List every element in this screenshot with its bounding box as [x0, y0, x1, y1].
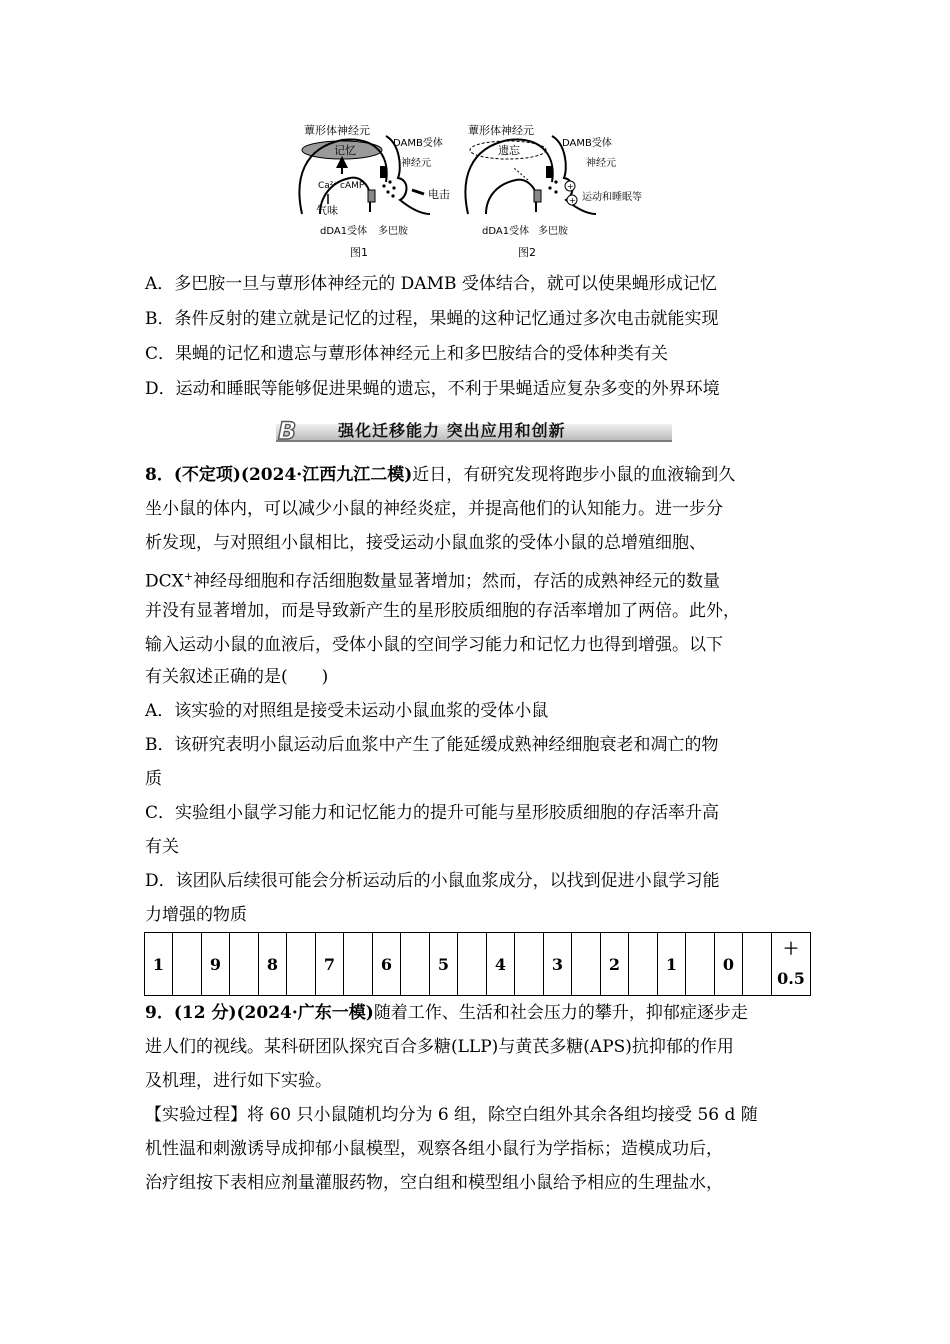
fig1-dda1-label: dDA1受体 — [320, 226, 368, 237]
q8-line-2: 坐小鼠的体内，可以减少小鼠的神经炎症，并提高他们的认知能力。进一步分 — [145, 499, 723, 519]
q8-line1-text: 近日，有研究发现将跑步小鼠的血液输到久 — [412, 465, 736, 485]
score-blank — [344, 933, 373, 996]
q8-option-d-line1: D．该团队后续很可能会分析运动后的小鼠血浆成分，以找到促进小鼠学习能 — [145, 871, 720, 891]
fig1-dopamine-dot — [382, 184, 385, 187]
fig2-plus-glyph: + — [569, 196, 576, 205]
fig1-dopamine-dot — [391, 194, 394, 197]
score-plus: ＋ — [782, 939, 799, 958]
score-blank — [515, 933, 544, 996]
score-row — [145, 933, 811, 996]
q7-option-d: D．运动和睡眠等能够促进果蝇的遗忘，不利于果蝇适应复杂多变的外界环境 — [145, 379, 720, 399]
figure-2 — [465, 123, 642, 259]
fig2-dda1-label: dDA1受体 — [482, 226, 530, 237]
score-cell-plus-half — [772, 933, 811, 996]
score-table — [144, 932, 811, 996]
banner-logo: B — [278, 417, 297, 445]
q7-option-b: B．条件反射的建立就是记忆的过程，果蝇的这种记忆通过多次电击就能实现 — [145, 309, 719, 329]
fig1-dopamine-dot — [386, 190, 389, 193]
q8-option-c-line2: 有关 — [145, 837, 179, 857]
fig2-caption: 图2 — [518, 246, 536, 259]
q8-line-3: 析发现，与对照组小鼠相比，接受运动小鼠血浆的受体小鼠的总增殖细胞、 — [145, 533, 706, 553]
score-cell: 8 — [259, 933, 287, 996]
fig1-damb-receptor — [380, 166, 387, 178]
q9-line-5: 机性温和刺激诱导成抑郁小鼠模型，观察各组小鼠行为学指标；造模成功后， — [145, 1139, 723, 1159]
score-cell: 4 — [487, 933, 515, 996]
fig2-dashed-arrow — [514, 168, 528, 180]
q8-option-a: A．该实验的对照组是接受未运动小鼠血浆的受体小鼠 — [145, 701, 549, 721]
fig1-ca-label: Ca²⁺ — [318, 181, 339, 191]
q9-line-3: 及机理，进行如下实验。 — [145, 1071, 332, 1091]
q8-line-5: 并没有显著增加，而是导致新产生的星形胶质细胞的存活率增加了两倍。此外， — [145, 601, 740, 621]
q8-number: 8． — [145, 465, 174, 485]
fig2-dopamine-dot — [554, 190, 557, 193]
score-cell: 1 — [658, 933, 686, 996]
q9-line-6: 治疗组按下表相应剂量灌服药物，空白组和模型组小鼠给予相应的生理盐水， — [145, 1173, 723, 1193]
fig2-neuron-inner — [486, 180, 536, 214]
score-cell: 6 — [373, 933, 401, 996]
score-cell: 3 — [544, 933, 572, 996]
fig2-exercise-label: 运动和睡眠等 — [582, 192, 642, 203]
memory-forgetting-figure — [290, 118, 670, 264]
q9-number: 9． — [145, 1003, 174, 1023]
q7-option-a: A．多巴胺一旦与蕈形体神经元的 DAMB 受体结合，就可以使果蝇形成记忆 — [145, 274, 717, 294]
score-cell: 2 — [601, 933, 629, 996]
score-blank — [686, 933, 715, 996]
q8-option-b-line2: 质 — [145, 769, 162, 789]
q9-line-1 — [145, 996, 748, 1030]
fig2-forget-label: 遗忘 — [498, 144, 520, 157]
score-cell: 5 — [430, 933, 458, 996]
score-cell: 0 — [715, 933, 743, 996]
score-blank — [173, 933, 202, 996]
fig2-dopamine-label: 多巴胺 — [538, 226, 568, 237]
fig1-mushroom-body-label: 蕈形体神经元 — [304, 124, 370, 137]
score-blank — [743, 933, 772, 996]
fig1-neuron-label: 神经元 — [401, 158, 431, 169]
fig2-dda1-receptor — [534, 190, 541, 202]
score-half: 0.5 — [777, 969, 805, 988]
fig2-plus-glyph: + — [567, 182, 574, 191]
q8-line-7: 有关叙述正确的是( ) — [145, 667, 329, 687]
fig1-dopamine-dot — [392, 186, 395, 189]
fig2-damb-receptor — [546, 166, 553, 178]
q9-line1-text: 随着工作、生活和社会压力的攀升，抑郁症逐步走 — [373, 1003, 748, 1023]
q8-line-4 — [145, 560, 720, 599]
fig1-memory-label: 记忆 — [334, 144, 356, 157]
score-cell: 7 — [316, 933, 344, 996]
fig1-shock-label: 电击 — [428, 188, 450, 201]
fig2-damb-label: DAMB受体 — [562, 138, 612, 149]
fig2-neuron-label: 神经元 — [586, 158, 616, 169]
q9-line-4: 【实验过程】将 60 只小鼠随机均分为 6 组，除空白组外其余各组均接受 56 d 随 — [145, 1105, 758, 1125]
figure-1 — [299, 123, 450, 259]
score-blank — [230, 933, 259, 996]
fig2-mushroom-body-label: 蕈形体神经元 — [468, 124, 534, 137]
q7-option-c: C．果蝇的记忆和遗忘与蕈形体神经元上和多巴胺结合的受体种类有关 — [145, 344, 669, 364]
q8-line-6: 输入运动小鼠的血液后，受体小鼠的空间学习能力和记忆力也得到增强。以下 — [145, 635, 723, 655]
fig2-dopamine-dot — [548, 186, 551, 189]
score-blank — [287, 933, 316, 996]
fig1-damb-label: DAMB受体 — [393, 138, 443, 149]
q8-dcx: DCX — [145, 571, 184, 592]
q8-option-b-line1: B．该研究表明小鼠运动后血浆中产生了能延缓成熟神经细胞衰老和凋亡的物 — [145, 735, 719, 755]
banner-title: 强化迁移能力 突出应用和创新 — [338, 421, 566, 440]
score-cell: 9 — [202, 933, 230, 996]
q9-line-2: 进人们的视线。某科研团队探究百合多糖(LLP)与黄芪多糖(APS)抗抑郁的作用 — [145, 1037, 734, 1057]
section-banner — [276, 418, 672, 444]
q8-line4-text: 神经母细胞和存活细胞数量显著增加；然而，存活的成熟神经元的数量 — [192, 571, 720, 592]
q8-line-1 — [145, 458, 735, 492]
score-cell: 1 — [145, 933, 173, 996]
fig2-dopamine-dot — [554, 180, 557, 183]
q8-tag: (不定项)(2024·江西九江二模) — [173, 465, 413, 485]
q8-option-d-line2: 力增强的物质 — [145, 905, 247, 925]
fig1-dopamine-dot — [388, 180, 391, 183]
fig1-camp-label: cAMP — [340, 181, 365, 191]
score-blank — [401, 933, 430, 996]
fig1-dda1-receptor — [368, 190, 375, 202]
fig1-shock-arrow — [412, 190, 424, 194]
q8-option-c-line1: C．实验组小鼠学习能力和记忆能力的提升可能与星形胶质细胞的存活率升高 — [145, 803, 720, 823]
fig1-smell-label: 气味 — [316, 204, 338, 217]
score-blank — [458, 933, 487, 996]
q8-dcx-sup: + — [183, 570, 193, 583]
score-blank — [629, 933, 658, 996]
q9-tag: (12 分)(2024·广东一模) — [173, 1003, 374, 1023]
score-blank — [572, 933, 601, 996]
fig1-dopamine-label: 多巴胺 — [378, 226, 408, 237]
fig1-caption: 图1 — [350, 246, 368, 259]
